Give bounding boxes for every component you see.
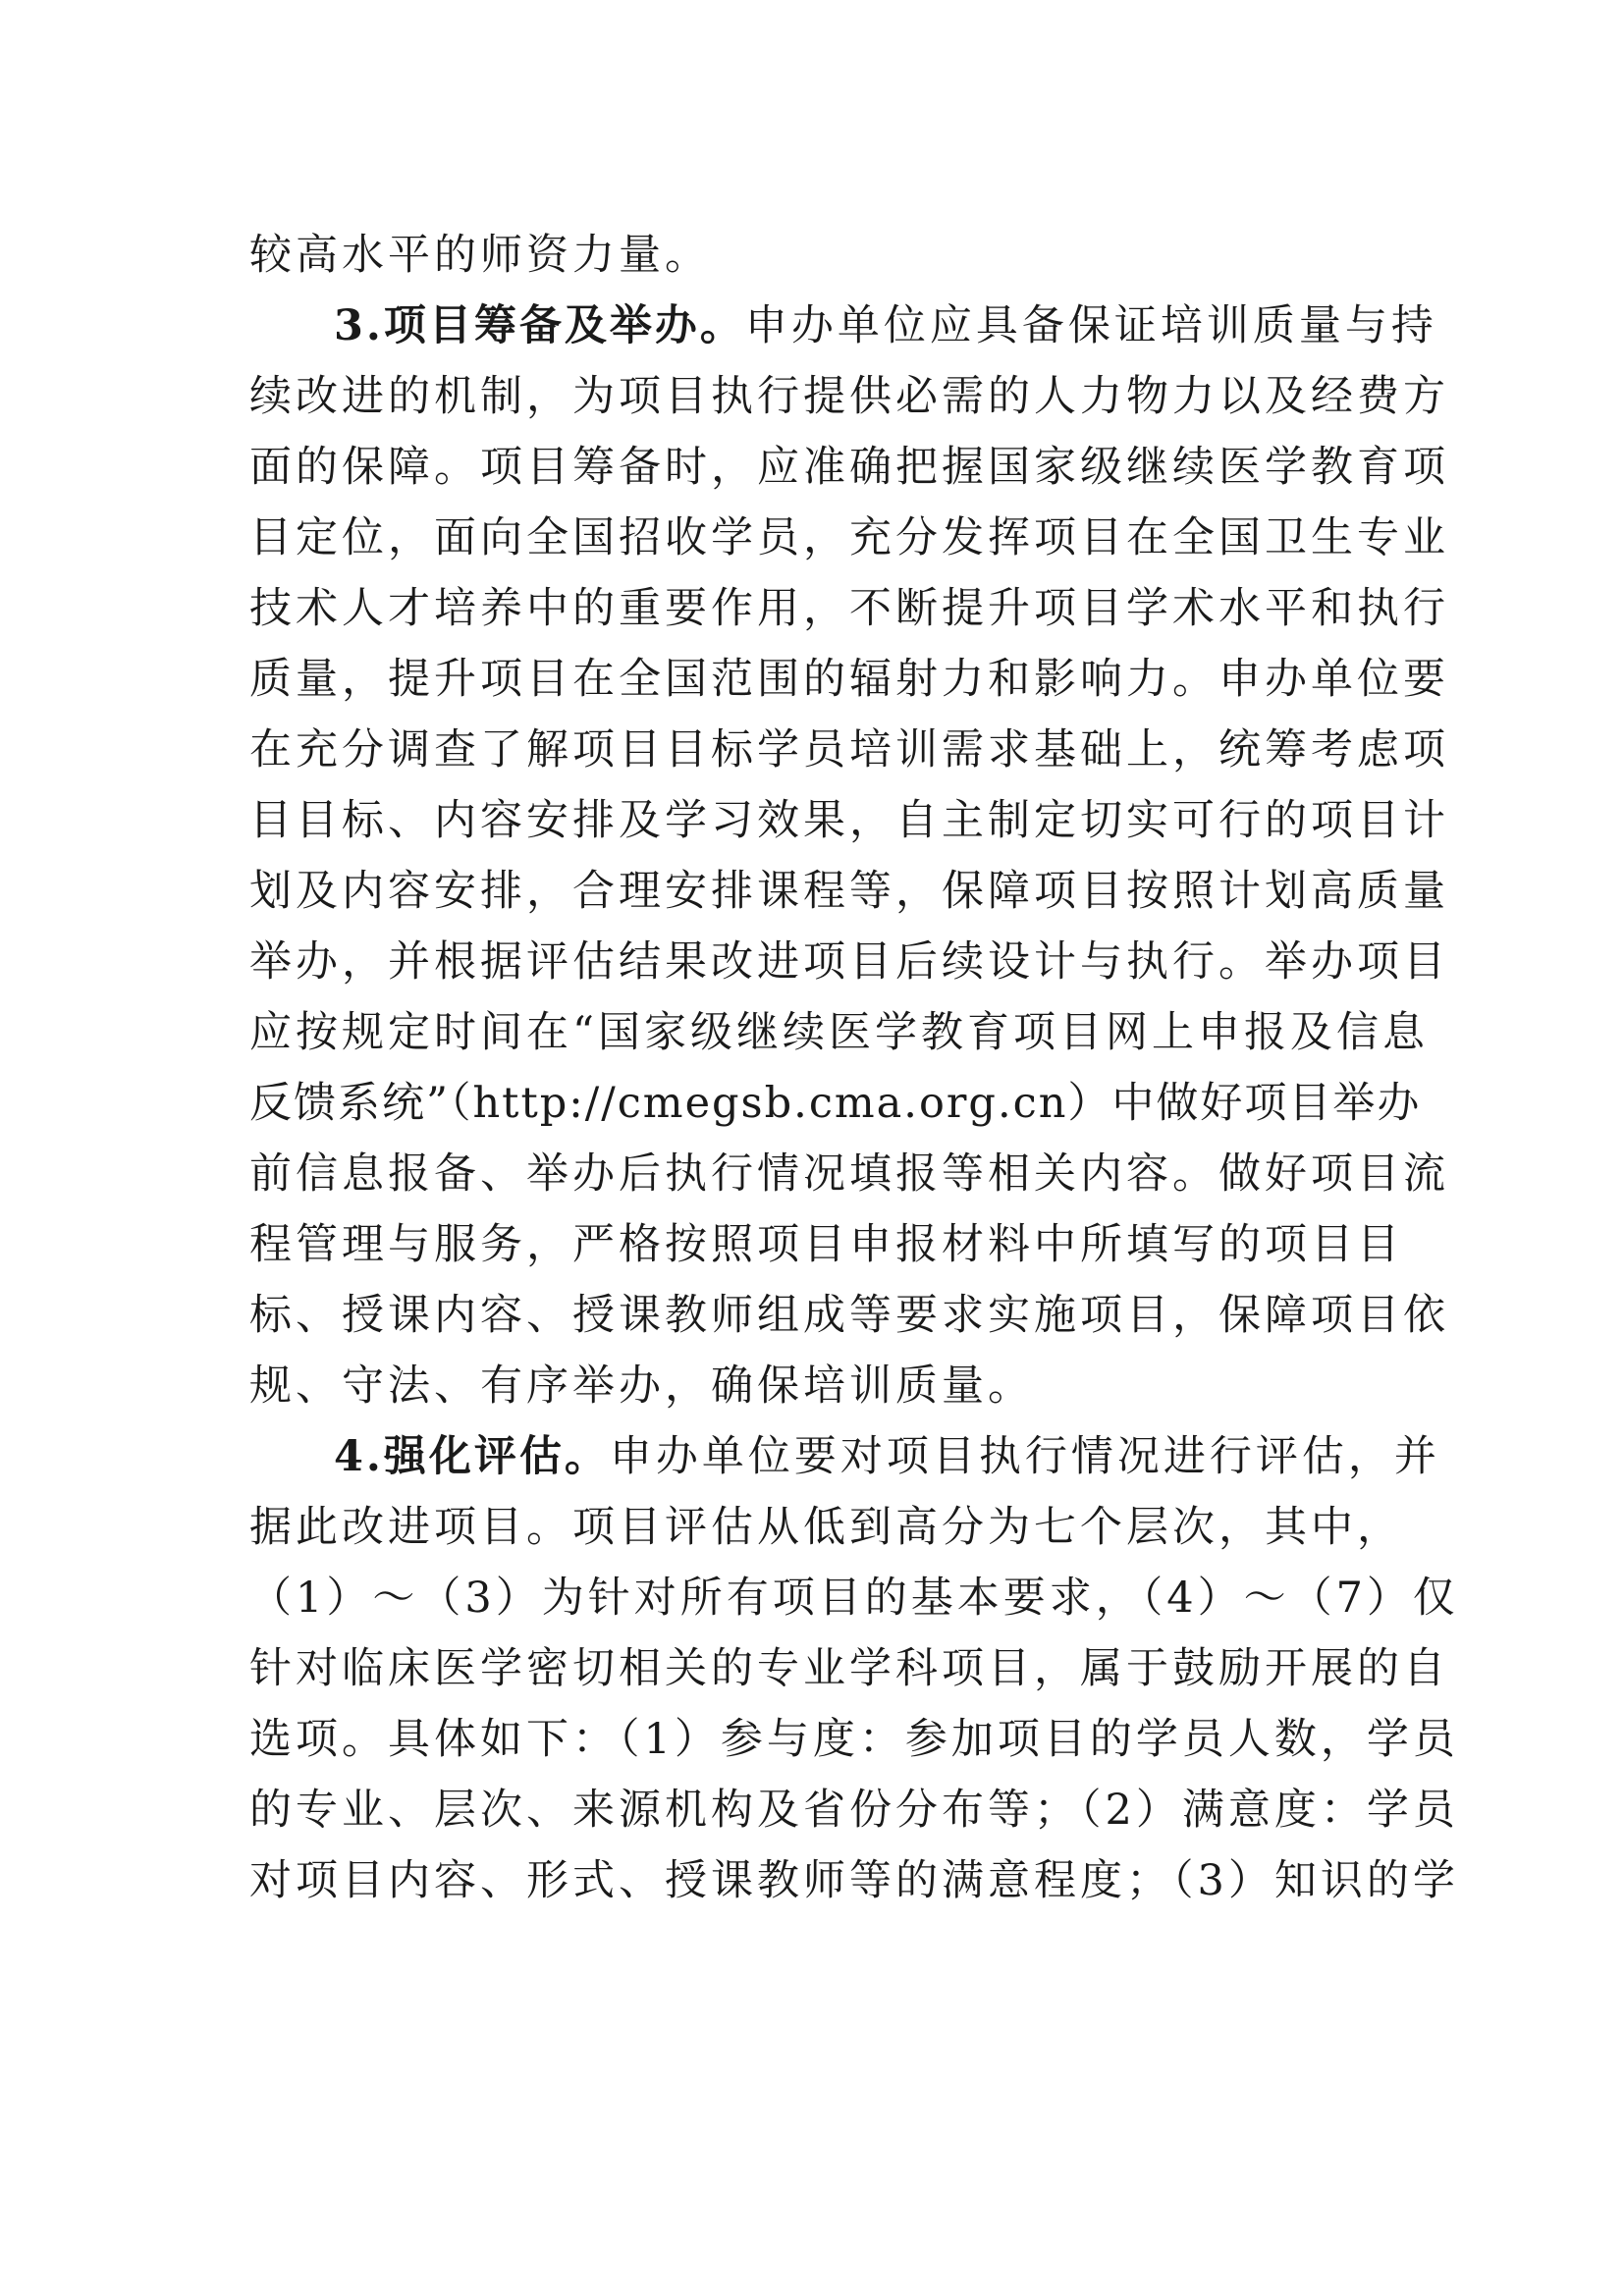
paragraph-line: 标、授课内容、授课教师组成等要求实施项目，保障项目依 — [249, 1291, 1449, 1340]
paragraph-line: 技术人才培养中的重要作用，不断提升项目学术水平和执行 — [249, 584, 1449, 633]
paragraph-line: 针对临床医学密切相关的专业学科项目，属于鼓励开展的自 — [249, 1644, 1449, 1693]
section-4-first-line — [334, 1429, 1440, 1484]
paragraph-line: 程管理与服务，严格按照项目申报材料中所填写的项目目 — [249, 1220, 1403, 1269]
paragraph-line: 面的保障。项目筹备时，应准确把握国家级继续医学教育项 — [249, 443, 1449, 492]
paragraph-line-url: 反馈系统”（http://cmegsb.cma.org.cn）中做好项目举办 — [249, 1079, 1422, 1128]
paragraph-line: 对项目内容、形式、授课教师等的满意程度；（3）知识的学 — [249, 1856, 1459, 1905]
paragraph-line: 前信息报备、举办后执行情况填报等相关内容。做好项目流 — [249, 1149, 1449, 1199]
paragraph-line: 目定位，面向全国招收学员，充分发挥项目在全国卫生专业 — [249, 513, 1449, 562]
paragraph-line: 划及内容安排，合理安排课程等，保障项目按照计划高质量 — [249, 867, 1449, 916]
section-4-heading: 4.强化评估。 — [334, 1432, 610, 1481]
paragraph-line: 续改进的机制，为项目执行提供必需的人力物力以及经费方 — [249, 372, 1449, 421]
paragraph-line: 的专业、层次、来源机构及省份分布等；（2）满意度：学员 — [249, 1786, 1459, 1835]
paragraph-line: 质量，提升项目在全国范围的辐射力和影响力。申办单位要 — [249, 655, 1449, 704]
paragraph-line: 据此改进项目。项目评估从低到高分为七个层次，其中， — [249, 1503, 1403, 1552]
paragraph-line: 应按规定时间在“国家级继续医学教育项目网上申报及信息 — [249, 1008, 1429, 1057]
paragraph-line: 举办，并根据评估结果改进项目后续设计与执行。举办项目 — [249, 937, 1449, 987]
paragraph-line: 目目标、内容安排及学习效果，自主制定切实可行的项目计 — [249, 796, 1449, 845]
section-3-first-line — [334, 298, 1437, 353]
paragraph-last-line: 规、守法、有序举办，确保培训质量。 — [249, 1362, 1034, 1411]
paragraph-line: 在充分调查了解项目目标学员培训需求基础上，统筹考虑项 — [249, 725, 1449, 774]
section-3-first-line-text: 申办单位应具备保证培训质量与持 — [744, 301, 1437, 350]
paragraph-line: （1）～（3）为针对所有项目的基本要求，（4）～（7）仅 — [249, 1574, 1459, 1623]
paragraph-line: 选项。具体如下：（1）参与度：参加项目的学员人数，学员 — [249, 1715, 1459, 1764]
section-4-first-line-text: 申办单位要对项目执行情况进行评估，并 — [609, 1432, 1440, 1481]
section-3-heading: 3.项目筹备及举办。 — [334, 301, 745, 350]
paragraph-line: 较高水平的师资力量。 — [249, 231, 711, 280]
